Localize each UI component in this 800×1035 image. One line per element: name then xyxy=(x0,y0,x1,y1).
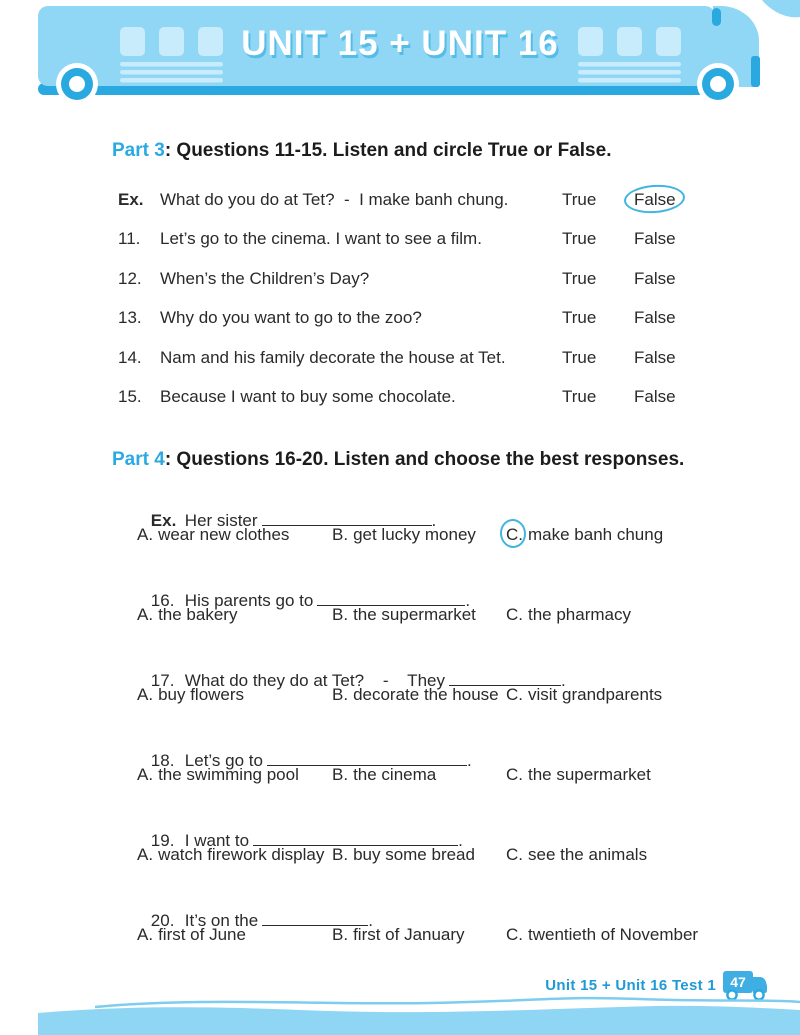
part3-label: Part 3 xyxy=(112,140,165,161)
option-b-text: the supermarket xyxy=(353,605,476,624)
option-c-label: C. xyxy=(506,605,523,624)
true-option: True xyxy=(562,387,597,407)
true-option: True xyxy=(562,229,597,249)
option-b-label: B. xyxy=(332,525,349,544)
part4-heading xyxy=(112,447,800,473)
part4-block-16 xyxy=(0,565,800,627)
circled-answer-false xyxy=(634,190,676,210)
false-option: False xyxy=(634,387,676,407)
part3-row-14 xyxy=(118,338,696,378)
option-b-label: B. xyxy=(332,605,349,624)
question-line xyxy=(113,645,800,690)
option-a xyxy=(137,923,332,947)
question-stem: His parents go to xyxy=(184,591,314,610)
part3-rows xyxy=(118,180,696,417)
options-row xyxy=(137,683,800,707)
part4-label: Part 4 xyxy=(112,449,165,470)
true-option: True xyxy=(562,347,597,367)
part4-block-18 xyxy=(0,725,800,787)
option-a-text: the bakery xyxy=(158,605,238,624)
bottom-wave-decoration xyxy=(0,965,800,1035)
option-a-label: A. xyxy=(137,845,154,864)
question-number: 13. xyxy=(118,308,142,328)
unit-title: UNIT 15 + UNIT 16 xyxy=(241,24,559,63)
part3-row-13 xyxy=(118,299,696,339)
option-b xyxy=(332,603,506,627)
option-c-label: C. xyxy=(506,845,523,864)
question-number: Ex. xyxy=(118,189,144,209)
option-c-label: C. xyxy=(506,765,523,784)
question-number: 11. xyxy=(118,229,141,249)
option-c-label: C. xyxy=(506,925,523,944)
question-line xyxy=(113,485,800,530)
option-b xyxy=(332,923,506,947)
part3-row-15 xyxy=(118,378,696,418)
option-b-text: first of January xyxy=(353,925,465,944)
question-number: 14. xyxy=(118,347,142,367)
option-c-text: the supermarket xyxy=(528,765,651,784)
bus-wheel-left xyxy=(56,63,98,105)
part4-instruction: : Questions 16-20. Listen and choose the best responses. xyxy=(164,449,685,470)
question-number: 20. xyxy=(150,911,175,930)
option-b-text: the cinema xyxy=(353,765,437,784)
question-number: 19. xyxy=(150,831,175,850)
question-text: Why do you want to go to the zoo? xyxy=(160,308,422,328)
option-b-label: B. xyxy=(332,925,349,944)
option-c-text: the pharmacy xyxy=(528,605,631,624)
option-c xyxy=(506,923,800,947)
option-a-text: wear new clothes xyxy=(158,525,290,544)
true-option: True xyxy=(562,189,597,209)
blank-period: . xyxy=(560,671,566,690)
question-text: Let’s go to the cinema. I want to see a film. xyxy=(160,229,482,249)
question-line xyxy=(113,725,800,770)
option-a xyxy=(137,843,332,867)
option-a xyxy=(137,683,332,707)
option-b-label: B. xyxy=(332,685,349,704)
question-stem: Let’s go to xyxy=(184,751,263,770)
question-text: Nam and his family decorate the house at Tet. xyxy=(160,347,506,367)
question-number: 17. xyxy=(150,671,175,690)
option-a-label: A. xyxy=(137,765,154,784)
option-b xyxy=(332,523,506,547)
option-a-label: A. xyxy=(137,685,154,704)
blank-period: . xyxy=(465,591,471,610)
false-option: False xyxy=(634,268,676,288)
option-c xyxy=(506,843,800,867)
question-stem: Her sister xyxy=(184,511,258,530)
option-a xyxy=(137,523,332,547)
circled-answer-c: C. xyxy=(506,523,523,547)
question-number: 12. xyxy=(118,268,142,288)
option-b-label: B. xyxy=(332,845,349,864)
option-a-label: A. xyxy=(137,925,154,944)
options-row xyxy=(137,523,800,547)
question-number: 15. xyxy=(118,387,142,407)
page-number: 47 xyxy=(730,974,746,990)
part4-block-17 xyxy=(0,645,800,707)
footer-title: Unit 15 + Unit 16 Test 1 xyxy=(545,976,716,994)
option-c-text: make banh chung xyxy=(528,525,664,544)
question-line xyxy=(113,805,800,850)
option-b-text: get lucky money xyxy=(353,525,476,544)
part4-block-19 xyxy=(0,805,800,867)
true-option: True xyxy=(562,308,597,328)
options-row xyxy=(137,763,800,787)
options-row xyxy=(137,843,800,867)
option-a-label: A. xyxy=(137,525,154,544)
blank-period: . xyxy=(458,831,463,850)
question-line xyxy=(113,885,800,930)
question-text: What do you do at Tet? - I make banh chung. xyxy=(160,189,509,209)
option-c-text: see the animals xyxy=(528,845,648,864)
option-b-label: B. xyxy=(332,765,349,784)
part3-heading xyxy=(112,138,800,164)
question-number: Ex. xyxy=(150,511,177,530)
option-a-text: first of June xyxy=(158,925,246,944)
option-b xyxy=(332,683,506,707)
question-text: When’s the Children’s Day? xyxy=(160,268,370,288)
options-row xyxy=(137,603,800,627)
option-c-text: twentieth of November xyxy=(528,925,699,944)
option-a-text: buy flowers xyxy=(158,685,245,704)
option-a xyxy=(137,763,332,787)
options-row xyxy=(137,923,800,947)
part4-section xyxy=(0,447,800,947)
blank-period: . xyxy=(466,751,472,770)
option-a-text: watch firework display xyxy=(158,845,325,864)
option-c xyxy=(506,523,800,547)
option-c xyxy=(506,603,800,627)
question-stem: I want to xyxy=(184,831,250,850)
blank-period: . xyxy=(368,911,373,930)
option-b-text: buy some bread xyxy=(353,845,475,864)
question-number: 16. xyxy=(150,591,175,610)
false-option: False xyxy=(634,347,676,367)
option-c xyxy=(506,683,800,707)
option-a xyxy=(137,603,332,627)
part3-row-12 xyxy=(118,259,696,299)
false-option: False xyxy=(634,308,676,328)
option-b xyxy=(332,763,506,787)
false-option: False xyxy=(634,229,676,249)
part3-instruction: : Questions 11-15. Listen and circle True or False. xyxy=(164,140,612,161)
option-a-text: the swimming pool xyxy=(158,765,299,784)
part3-row-ex xyxy=(118,180,696,220)
bus-wheel-right xyxy=(697,63,739,105)
option-c xyxy=(506,763,800,787)
part4-block-20 xyxy=(0,885,800,947)
blank-period: . xyxy=(431,511,437,530)
question-number: 18. xyxy=(150,751,175,770)
true-option: True xyxy=(562,268,597,288)
part4-block-ex xyxy=(0,485,800,547)
question-line xyxy=(113,565,800,610)
option-c-label: C. xyxy=(506,685,523,704)
option-b-text: decorate the house xyxy=(353,685,499,704)
question-stem: What do they do at Tet? - They xyxy=(184,671,445,690)
option-a-label: A. xyxy=(137,605,154,624)
question-stem: It’s on the xyxy=(184,911,259,930)
question-text: Because I want to buy some chocolate. xyxy=(160,387,456,407)
option-c-text: visit grandparents xyxy=(528,685,663,704)
part3-row-11 xyxy=(118,220,696,260)
option-b xyxy=(332,843,506,867)
bus-banner xyxy=(0,0,800,112)
false-option: False xyxy=(634,189,676,209)
